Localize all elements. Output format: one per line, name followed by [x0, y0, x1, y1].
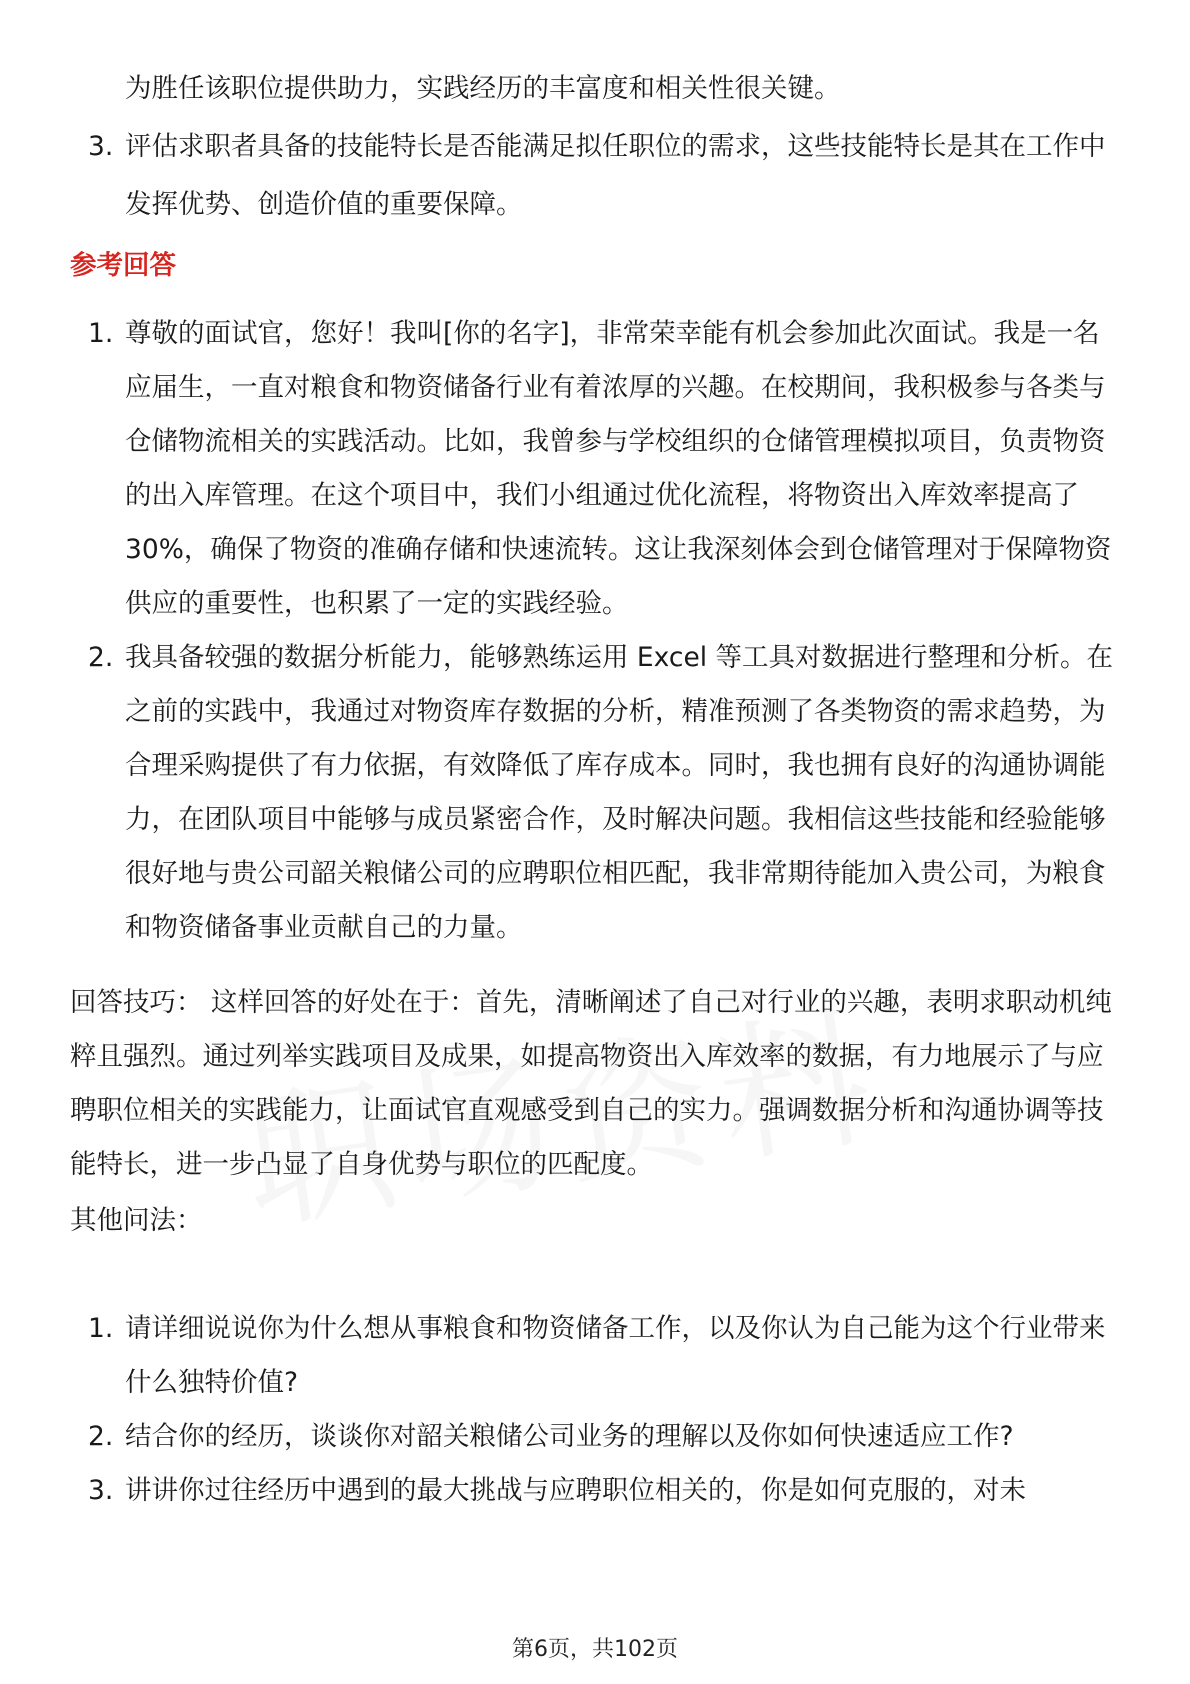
- list-text: 评估求职者具备的技能特长是否能满足拟任职位的需求，这些技能特长是其在工作中发挥优势、创造价值的重要保障。: [125, 131, 1106, 220]
- answer-list: [70, 307, 1120, 955]
- list-number: 3.: [88, 131, 114, 162]
- list-number: 2.: [88, 642, 114, 673]
- list-item: [70, 60, 1120, 118]
- reference-heading: 参考回答: [70, 250, 176, 281]
- other-questions-heading: 其他问法：: [70, 1205, 203, 1236]
- list-item: [70, 1410, 1120, 1464]
- list-text: 请详细说说你为什么想从事粮食和物资储备工作，以及你认为自己能为这个行业带来什么独特价值?: [125, 1313, 1106, 1398]
- list-item: [70, 1464, 1120, 1518]
- list-item: [70, 1302, 1120, 1410]
- list-item: [70, 307, 1120, 631]
- list-text: 结合你的经历，谈谈你对韶关粮储公司业务的理解以及你如何快速适应工作?: [125, 1421, 1014, 1452]
- list-number: 3.: [88, 1475, 114, 1506]
- top-list: [70, 60, 1120, 234]
- list-number: 1.: [88, 318, 114, 349]
- tips-paragraph: 回答技巧： 这样回答的好处在于：首先，清晰阐述了自己对行业的兴趣，表明求职动机纯粹且强烈。通过列举实践项目及成果，如提高物资出入库效率的数据，有力地展示了与应聘职位相关的实践能力，让面试官直观感受到自己的实力。强调数据分析和沟通协调等技能特长，进一步凸显了自身优势与职位的匹配度。: [70, 987, 1112, 1180]
- list-text: 我具备较强的数据分析能力，能够熟练运用 Excel 等工具对数据进行整理和分析。在之前的实践中，我通过对物资库存数据的分析，精准预测了各类物资的需求趋势，为合理采购提供了有力依据，有效降低了库存成本。同时，我也拥有良好的沟通协调能力，在团队项目中能够与成员紧密合作，及时解决问题。我相信这些技能和经验能够很好地与贵公司韶关粮储公司的应聘职位相匹配，我非常期待能加入贵公司，为粮食和物资储备事业贡献自己的力量。: [125, 642, 1114, 943]
- list-text: 为胜任该职位提供助力，实践经历的丰富度和相关性很关键。: [125, 73, 841, 104]
- list-text: 尊敬的面试官，您好！我叫[你的名字]，非常荣幸能有机会参加此次面试。我是一名应届生，一直对粮食和物资储备行业有着浓厚的兴趣。在校期间，我积极参与各类与仓储物流相关的实践活动。比如，我曾参与学校组织的仓储管理模拟项目，负责物资的出入库管理。在这个项目中，我们小组通过优化流程，将物资出入库效率提高了 30%，确保了物资的准确存储和快速流转。这让我深刻体会到仓储管理对于保障物资供应的重要性，也积累了一定的实践经验。: [125, 318, 1112, 619]
- list-number: 2.: [88, 1421, 114, 1452]
- page-footer: 第6页，共102页: [512, 1637, 678, 1662]
- list-item: [70, 118, 1120, 234]
- list-item: [70, 631, 1120, 955]
- list-text: 讲讲你过往经历中遇到的最大挑战与应聘职位相关的，你是如何克服的，对未: [125, 1475, 1026, 1506]
- list-number: 1.: [88, 1313, 114, 1344]
- other-questions-list: [70, 1302, 1120, 1518]
